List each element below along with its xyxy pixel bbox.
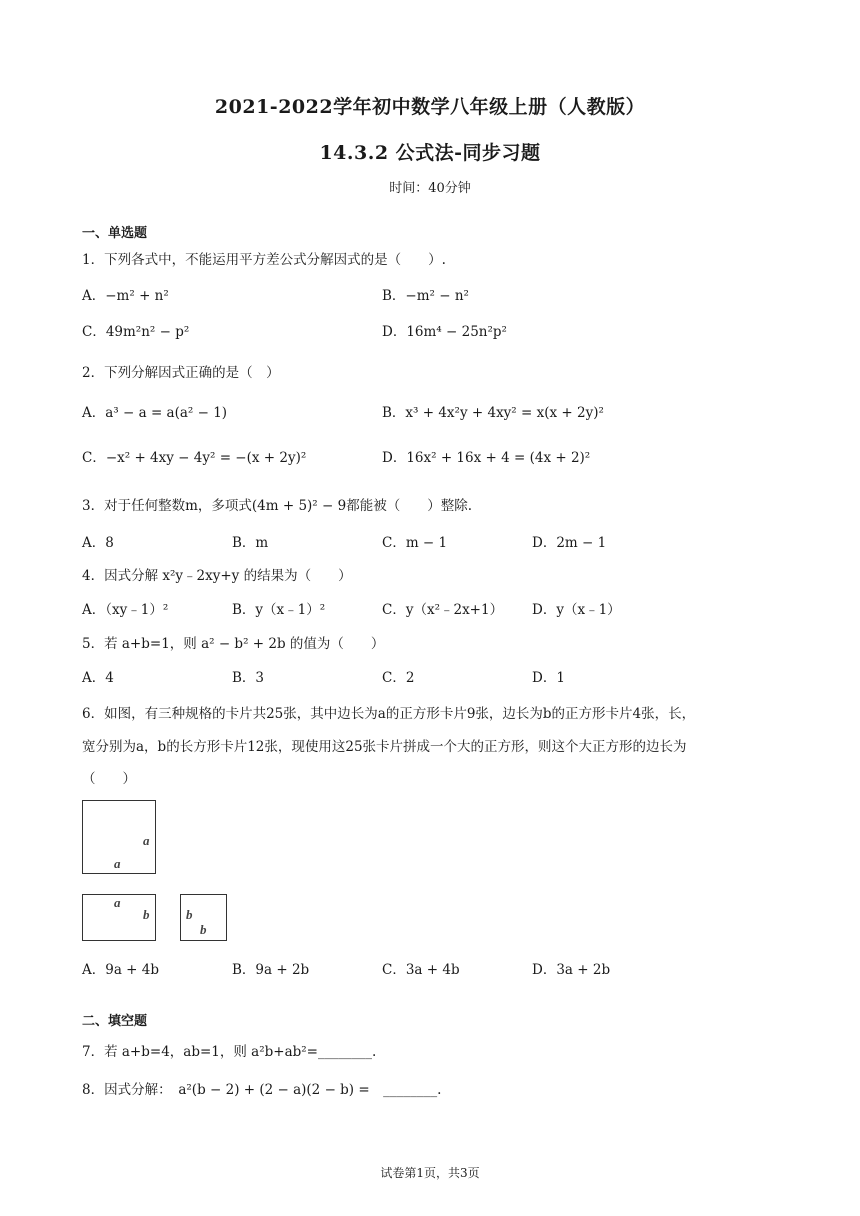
question-2-option-c: C．−x² + 4xy − 4y² = −(x + 2y)² [82, 450, 307, 466]
square-card-a [82, 800, 156, 874]
question-3-option-c: C．m − 1 [382, 535, 448, 551]
label-rect-b: b [143, 907, 150, 922]
question-2-option-d: D．16x² + 16x + 4 = (4x + 2)² [382, 450, 591, 466]
question-2-option-b: B．x³ + 4x²y + 4xy² = x(x + 2y)² [382, 405, 604, 421]
question-5-option-a: A．4 [82, 670, 114, 686]
question-5-option-b: B．3 [232, 670, 265, 686]
question-1-option-b: B．−m² − n² [382, 288, 469, 304]
time-limit: 时间：40分钟 [389, 181, 471, 196]
question-6-option-a: A．9a + 4b [82, 962, 160, 978]
question-7-stem: 7．若 a+b=4，ab=1，则 a²b+ab²=________. [82, 1044, 377, 1060]
question-1-option-a: A．−m² + n² [82, 288, 169, 304]
question-5-option-c: C．2 [382, 670, 415, 686]
question-2-stem: 2．下列分解因式正确的是（ ） [82, 365, 280, 381]
question-2-option-a: A．a³ − a = a(a² − 1) [82, 405, 228, 421]
question-4-option-a: A．（xy﹣1）² [82, 602, 169, 618]
square-card-b [180, 894, 227, 941]
question-3-stem: 3．对于任何整数m，多项式(4m + 5)² − 9都能被（ ）整除. [82, 498, 472, 514]
label-small-b-1: b [186, 907, 193, 922]
question-1-stem: 1．下列各式中，不能运用平方差公式分解因式的是（ ）. [82, 252, 446, 268]
question-4-option-c: C．y（x²﹣2x+1） [382, 602, 504, 618]
section-single-choice: 一、单选题 [82, 226, 148, 241]
label-a-bottom: a [114, 856, 121, 871]
section-fill-blank: 二、填空题 [82, 1014, 148, 1029]
page-title: 2021-2022学年初中数学八年级上册（人教版） [214, 96, 646, 118]
page-subtitle: 14.3.2 公式法-同步习题 [319, 142, 541, 164]
question-6-stem-line-2: 宽分别为a，b的长方形卡片12张，现使用这25张卡片拼成一个大的正方形，则这个大正方形的边长为 [82, 739, 687, 755]
question-6-option-c: C．3a + 4b [382, 962, 460, 978]
question-6-option-d: D．3a + 2b [532, 962, 611, 978]
question-1-option-d: D．16m⁴ − 25n²p² [382, 324, 507, 340]
question-5-stem: 5．若 a+b=1，则 a² − b² + 2b 的值为（ ） [82, 636, 385, 652]
question-3-option-a: A．8 [82, 535, 114, 551]
question-6-stem-line-1: 6．如图，有三种规格的卡片共25张，其中边长为a的正方形卡片9张，边长为b的正方形卡片4张，长， [82, 706, 696, 722]
question-4-option-b: B．y（x﹣1）² [232, 602, 326, 618]
question-5-option-d: D．1 [532, 670, 565, 686]
question-4-stem: 4．因式分解 x²y﹣2xy+y 的结果为（ ） [82, 568, 352, 584]
rectangle-card-ab [82, 894, 156, 941]
question-1-option-c: C．49m²n² − p² [82, 324, 190, 340]
label-rect-a: a [114, 895, 121, 910]
page-footer: 试卷第1页，共3页 [380, 1166, 480, 1180]
question-3-option-b: B．m [232, 535, 269, 551]
question-4-option-d: D．y（x﹣1） [532, 602, 621, 618]
question-8-stem: 8．因式分解： a²(b − 2) + (2 − a)(2 − b) = ________. [82, 1082, 442, 1098]
question-6-option-b: B．9a + 2b [232, 962, 310, 978]
question-6-stem-line-3: （ ） [82, 771, 136, 787]
question-3-option-d: D．2m − 1 [532, 535, 607, 551]
label-a-side: a [143, 833, 150, 848]
label-small-b-2: b [200, 922, 207, 937]
